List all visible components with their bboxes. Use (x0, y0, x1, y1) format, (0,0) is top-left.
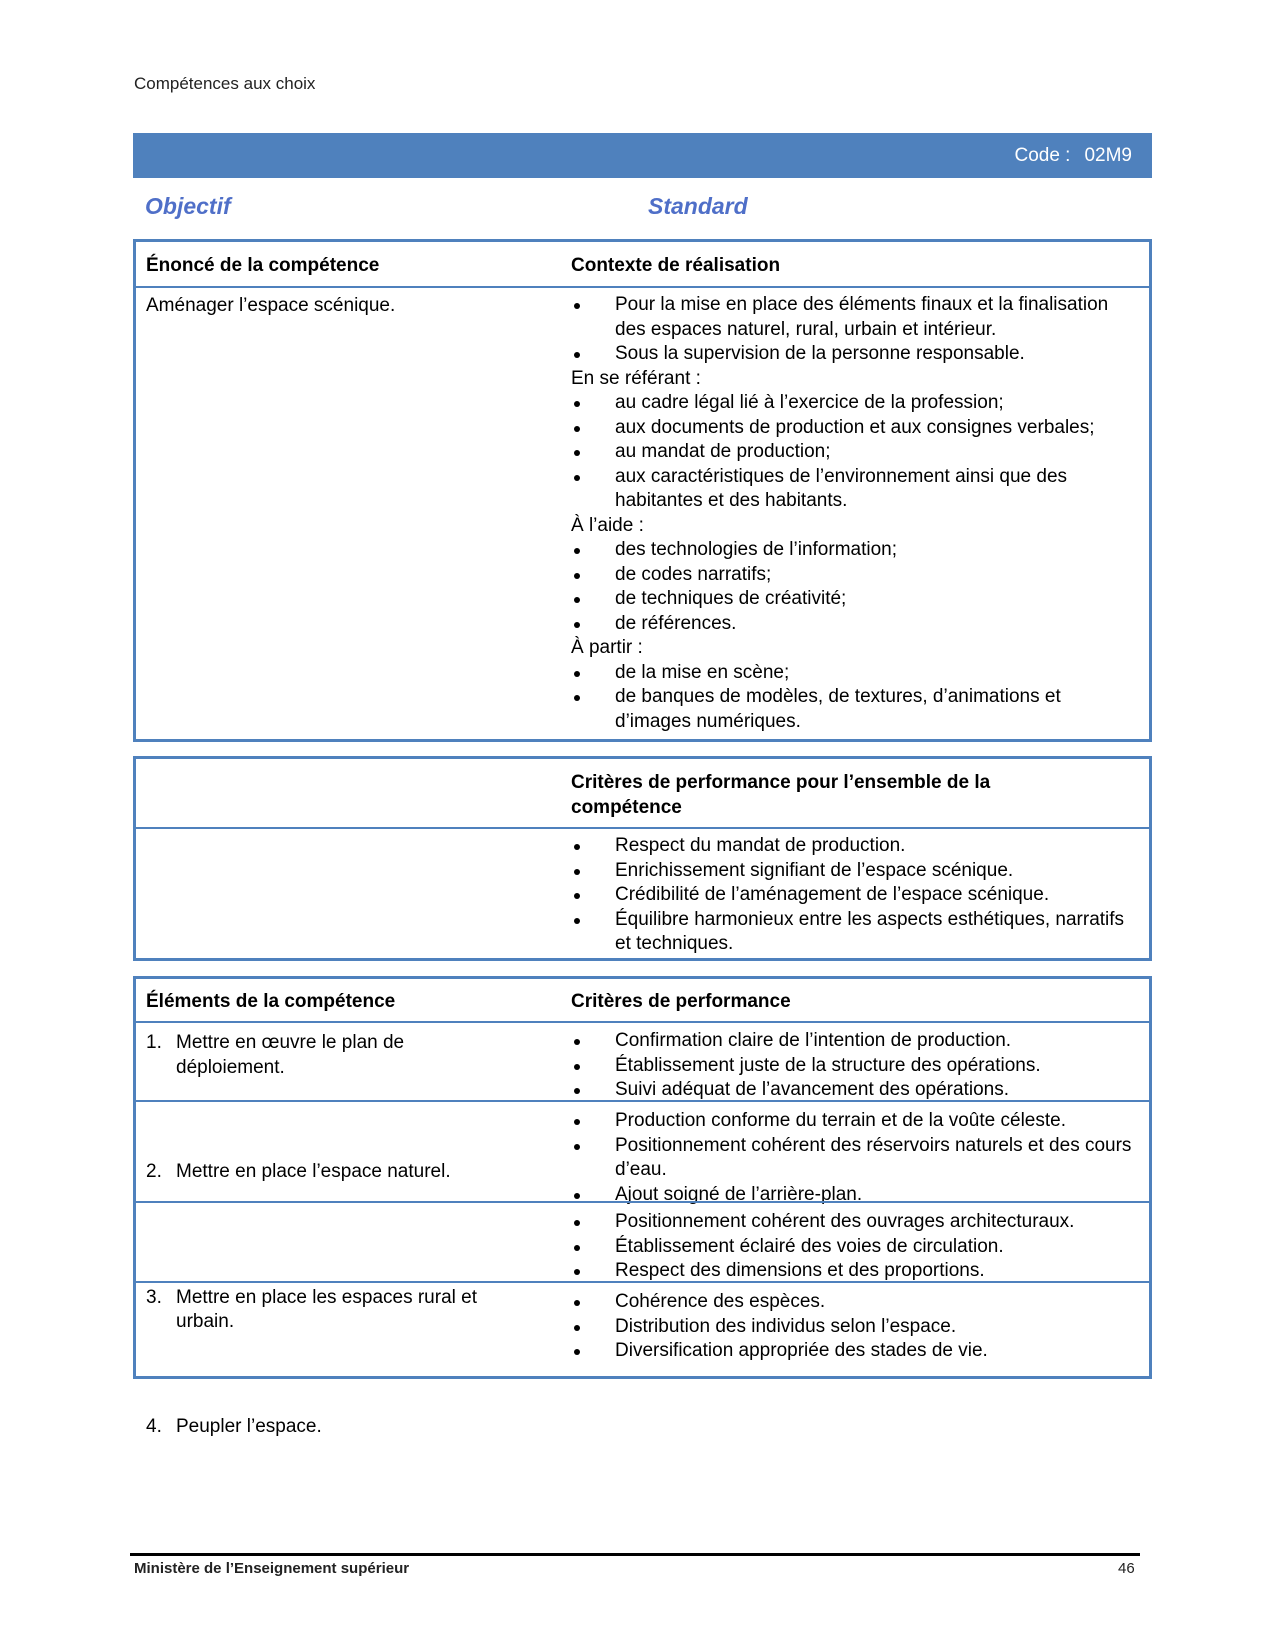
context-item: de techniques de créativité; (571, 587, 1139, 612)
header-divider (136, 286, 1149, 288)
performance-criterion: Production conforme du terrain et de la voûte céleste. (571, 1109, 1139, 1134)
elements-header-divider (136, 1021, 1149, 1023)
competency-statement: Aménager l’espace scénique. (146, 295, 396, 316)
performance-criterion: Confirmation claire de l’intention de production. (571, 1029, 1139, 1054)
row-divider (136, 1201, 1149, 1203)
elements-header: Éléments de la compétence (146, 991, 396, 1012)
element-number: 1. (146, 1032, 162, 1053)
competency-element (146, 1031, 516, 1080)
enonce-box (133, 239, 1152, 742)
context-section-label: À l’aide : (571, 514, 644, 536)
overall-divider (136, 827, 1149, 829)
running-header: Compétences aux choix (134, 74, 316, 93)
footer-ministry: Ministère de l’Enseignement supérieur (134, 1560, 410, 1577)
element-criteria-list (571, 1290, 1139, 1364)
context-item: de banques de modèles, de textures, d’animations et d’images numériques. (571, 685, 1139, 734)
context-item: de références. (571, 612, 1139, 637)
element-text: Mettre en place les espaces rural et urbain. (176, 1286, 477, 1332)
performance-criterion: Distribution des individus selon l’espace. (571, 1315, 1139, 1340)
overall-criterion: Crédibilité de l’aménagement de l’espace scénique. (571, 883, 1139, 908)
context-section-label: En se référant : (571, 367, 701, 389)
context-item: de la mise en scène; (571, 661, 1139, 686)
element-criteria-list (571, 1029, 1139, 1103)
enonce-header: Énoncé de la compétence (146, 255, 380, 276)
context-item: aux caractéristiques de l’environnement ainsi que des habitantes et des habitants. (571, 465, 1139, 514)
performance-criterion: Positionnement cohérent des ouvrages architecturaux. (571, 1210, 1139, 1235)
row-divider (136, 1100, 1149, 1102)
overall-criterion: Enrichissement signifiant de l’espace scénique. (571, 859, 1139, 884)
footer-rule (130, 1553, 1140, 1556)
performance-criterion: Établissement juste de la structure des opérations. (571, 1054, 1139, 1079)
context-section-label: À partir : (571, 637, 643, 658)
performance-criterion: Diversification appropriée des stades de vie. (571, 1339, 1139, 1364)
row-divider (136, 1281, 1149, 1283)
context-header: Contexte de réalisation (571, 255, 781, 276)
overall-criterion: Équilibre harmonieux entre les aspects esthétiques, narratifs et techniques. (571, 908, 1139, 957)
performance-criterion: Respect des dimensions et des proportions. (571, 1259, 1139, 1284)
element-text: Mettre en place l’espace naturel. (176, 1161, 451, 1182)
element-text: Peupler l’espace. (176, 1415, 322, 1437)
performance-criterion: Suivi adéquat de l’avancement des opérations. (571, 1078, 1139, 1103)
page-number: 46 (1118, 1560, 1135, 1577)
element-criteria-list (571, 1210, 1139, 1284)
competency-element (146, 1286, 516, 1335)
competency-code (1014, 145, 1132, 167)
context-item: au cadre légal lié à l’exercice de la profession; (571, 391, 1139, 416)
performance-criterion: Établissement éclairé des voies de circulation. (571, 1235, 1139, 1260)
overall-criteria-list (571, 834, 1139, 957)
context-list (571, 293, 1139, 734)
element-number: 3. (146, 1286, 162, 1308)
overall-criterion: Respect du mandat de production. (571, 834, 1139, 859)
standard-label: Standard (648, 193, 748, 219)
element-number: 2. (146, 1161, 162, 1182)
context-item: Sous la supervision de la personne responsable. (571, 342, 1139, 367)
overall-criteria-box (133, 756, 1152, 961)
context-item: Pour la mise en place des éléments finaux et la finalisation des espaces naturel, rural, urbain et intérieur. (571, 293, 1139, 342)
competency-element (146, 1415, 516, 1440)
element-criteria-list (571, 1109, 1139, 1207)
code-label: Code : (1014, 145, 1071, 166)
objectif-label: Objectif (145, 193, 231, 219)
context-item: au mandat de production; (571, 440, 1139, 465)
context-item: aux documents de production et aux consignes verbales; (571, 416, 1139, 441)
element-text: Mettre en œuvre le plan de déploiement. (176, 1032, 405, 1078)
context-item: de codes narratifs; (571, 563, 1139, 588)
context-item: des technologies de l’information; (571, 538, 1139, 563)
overall-criteria-header: Critères de performance pour l’ensemble de la compétence (571, 772, 991, 818)
element-number: 4. (146, 1415, 162, 1437)
competency-element (146, 1160, 516, 1185)
performance-criterion: Positionnement cohérent des réservoirs naturels et des cours d’eau. (571, 1134, 1139, 1183)
performance-criterion: Ajout soigné de l’arrière-plan. (571, 1183, 1139, 1208)
code-value: 02M9 (1084, 145, 1132, 166)
elements-box (133, 976, 1152, 1437)
performance-criteria-header: Critères de performance (571, 991, 791, 1012)
performance-criterion: Cohérence des espèces. (571, 1290, 1139, 1315)
code-bar (133, 133, 1152, 178)
